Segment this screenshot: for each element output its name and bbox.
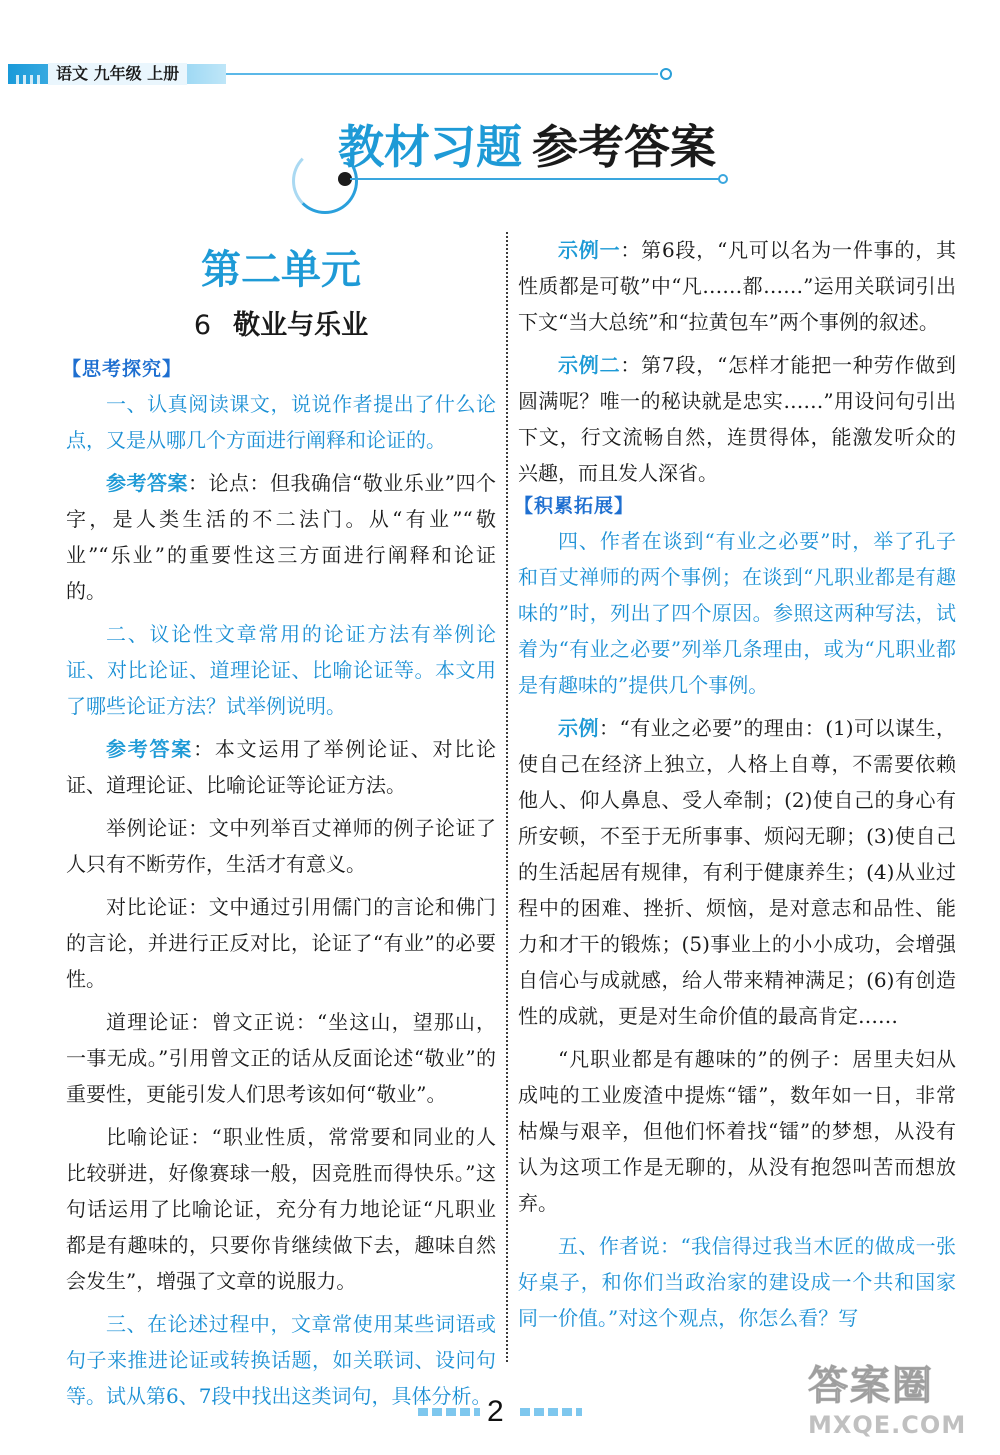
section-heading-extend: 【积累拓展】 (514, 495, 635, 517)
banner-part2: 参考答案 (532, 120, 716, 174)
answer-label: 参考答案 (106, 737, 194, 761)
example-label: 示例二 (558, 353, 621, 377)
paragraph-example-argument: 举例论证：文中列举百丈禅师的例子论证了人只有不断劳作，生活才有意义。 (66, 816, 496, 876)
question-5: 五、作者说：“我信得过我当木匠的做成一张好桌子，和你们当政治家的建设成一个共和国家同一价值。”对这个观点，你怎么看？写 (518, 1234, 956, 1330)
example-text: ：“有业之必要”的理由：(1)可以谋生，使自己在经济上独立，人格上自尊，不需要依赖他人、仰人鼻息、受人牵制；(2)使自己的身心有所安顿，不至于无所事事、烦闷无聊；(3)使自己的生活起居有规律，有利于健康养生；(4)从业过程中的困难、挫折、烦恼，是对意志和品性、能力和才干的锻炼；(5)事业上的小小成功，会增强自信心与成就感，给人带来精神满足；(6)有创造性的成就，更是对生命价值的最高肯定…… (518, 716, 957, 1028)
paragraph-reason-argument: 道理论证：曾文正说：“坐这山，望那山，一事无成。”引用曾文正的话从反面论述“敬业”的重要性，更能引发人们思考该如何“敬业”。 (66, 1010, 496, 1106)
example-1 (518, 232, 956, 340)
paragraph-interest-example: “凡职业都是有趣味的”的例子：居里夫妇从成吨的工业废渣中提炼“镭”，数年如一日，非常枯燥与艰辛，但他们怀着找“镭”的梦想，从没有认为这项工作是无聊的，从没有抱怨叫苦而想放弃。 (518, 1047, 956, 1215)
banner-end-dot (718, 174, 728, 184)
right-column (514, 232, 957, 1336)
header-stripes (16, 75, 44, 89)
banner-rule (350, 178, 720, 180)
example-2 (518, 347, 956, 491)
watermark-site: MXQE.COM (808, 1411, 967, 1439)
book-label: 语文 九年级 上册 (48, 63, 187, 85)
lesson-heading (66, 304, 496, 348)
paragraph-contrast-argument: 对比论证：文中通过引用儒门的言论和佛门的言论，并进行正反对比，论证了“有业”的必要性。 (66, 895, 496, 991)
example-label: 示例 (558, 716, 599, 740)
footer-decoration-left (418, 1408, 480, 1416)
question-2: 二、议论性文章常用的论证方法有举例论证、对比论证、道理论证、比喻论证等。本文用了哪些论证方法？试举例说明。 (66, 622, 496, 718)
unit-title: 第二单元 (201, 247, 361, 293)
footer-decoration-right (520, 1408, 582, 1416)
lesson-title: 敬业与乐业 (233, 310, 369, 341)
lesson-number: 6 (193, 310, 212, 341)
example-3 (518, 710, 956, 1034)
question-3: 三、在论述过程中，文章常使用某些词语或句子来推进论证或转换话题，如关联词、设问句等。试从第6、7段中找出这类词句，具体分析。 (66, 1312, 496, 1408)
watermark-logo-text: 答案圈 (808, 1363, 934, 1409)
banner-text (338, 118, 716, 176)
column-divider (506, 232, 508, 1362)
question-4: 四、作者在谈到“有业之必要”时，举了孔子和百丈禅师的两个事例；在谈到“凡职业都是有趣味的”时，列出了四个原因。参照这两种写法，试着为“有业之必要”列举几条理由，或为“凡职业都是有趣味的”提供几个事例。 (518, 529, 956, 697)
example-text: ：第6段，“凡可以名为一件事的，其性质都是可敬”中“凡……都……”运用关联词引出下文“当大总统”和“拉黄包车”两个事例的叙述。 (518, 238, 957, 334)
running-header (8, 56, 668, 86)
page-number: 2 (487, 1395, 504, 1428)
example-label: 示例一 (558, 238, 621, 262)
question-1: 一、认真阅读课文，说说作者提出了什么论点，又是从哪几个方面进行阐释和论证的。 (66, 392, 496, 452)
answer-text: ：本文运用了举例论证、对比论证、道理论证、比喻论证等论证方法。 (66, 737, 497, 797)
answer-text: ：论点：但我确信“敬业乐业”四个字，是人类生活的不二法门。从“有业”“敬业”“乐业”的重要性这三方面进行阐释和论证的。 (66, 471, 497, 603)
header-rule (226, 73, 658, 75)
answer-2 (66, 731, 496, 803)
answer-1 (66, 465, 496, 609)
header-dot (660, 68, 672, 80)
banner-title (290, 118, 730, 218)
example-text: ：第7段，“怎样才能把一种劳作做到圆满呢？唯一的秘诀就是忠实……”用设问句引出下文，行文流畅自然，连贯得体，能激发听众的兴趣，而且发人深省。 (518, 353, 957, 485)
banner-part1: 教材习题 (338, 120, 522, 174)
answer-label: 参考答案 (106, 471, 189, 495)
paragraph-metaphor-argument: 比喻论证：“职业性质，常常要和同业的人比较骈进，好像赛球一般，因竞胜而得快乐。”这句话运用了比喻论证，充分有力地论证“凡职业都是有趣味的，只要你肯继续做下去，趣味自然会发生”，增强了文章的说服力。 (66, 1125, 496, 1293)
section-heading-think: 【思考探究】 (62, 358, 183, 380)
header-bar (8, 64, 226, 84)
watermark-logo (808, 1362, 988, 1450)
left-column (62, 232, 497, 1414)
